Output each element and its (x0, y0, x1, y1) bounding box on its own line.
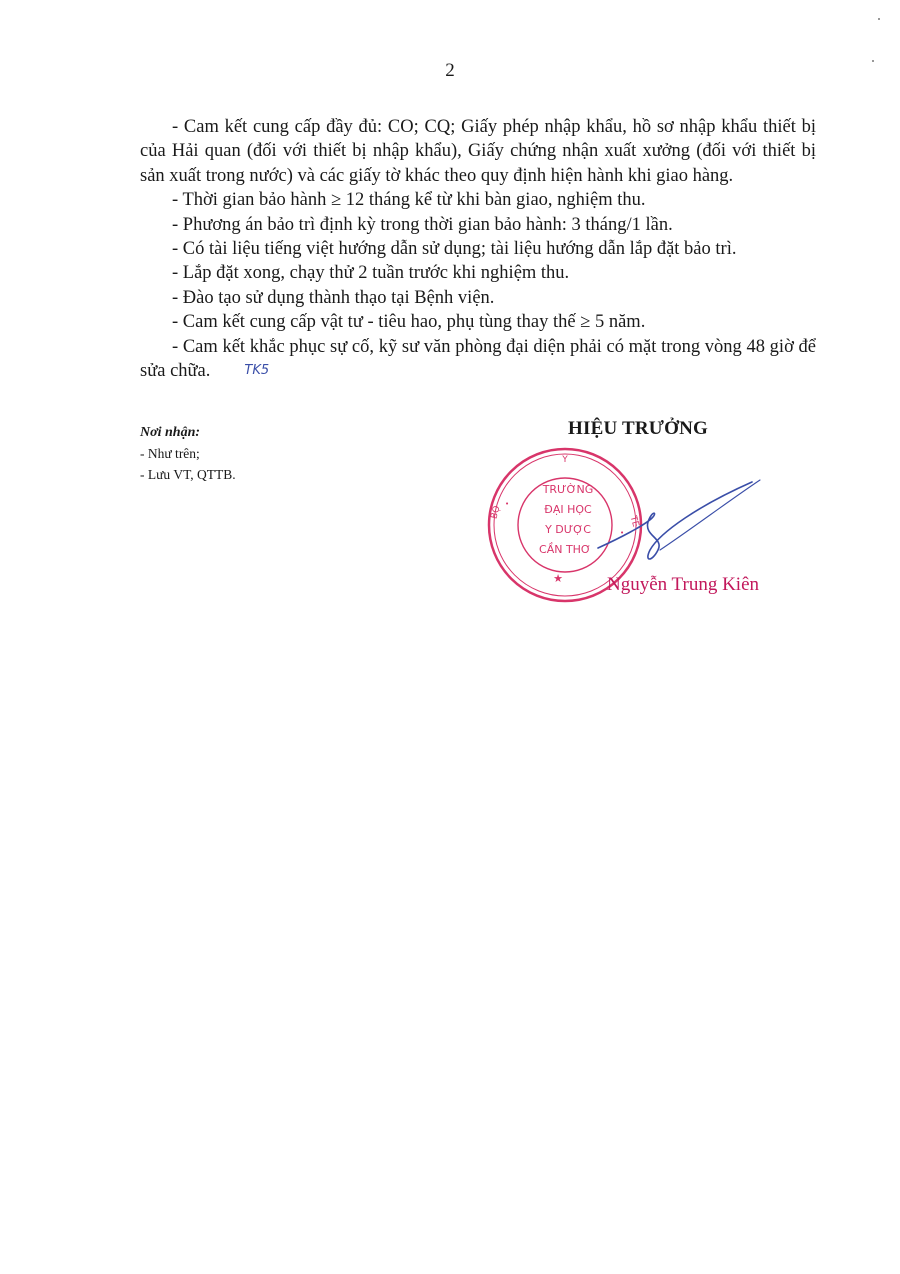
document-body (140, 115, 816, 383)
handwritten-initials: TK5 (244, 363, 270, 379)
item-training: - Đào tạo sử dụng thành thạo tại Bệnh viện. (172, 287, 495, 308)
recipient-line: - Như trên; (140, 446, 200, 461)
seal-top-text: Y (562, 455, 568, 465)
scan-speck (872, 60, 874, 62)
page-number: 2 (445, 60, 455, 81)
signer-title: HIỆU TRƯỞNG (568, 418, 708, 439)
seal-line: ĐẠI HỌC (544, 503, 592, 516)
recipient-line: - Lưu VT, QTTB. (140, 467, 236, 482)
item-installation: - Lắp đặt xong, chạy thử 2 tuần trước khi nghiệm thu. (172, 263, 570, 284)
scan-speck (878, 18, 880, 20)
paragraph-documents-commitment: - Cam kết cung cấp đầy đủ: CO; CQ; Giấy phép nhập khẩu, hồ sơ nhập khẩu thiết bị của Hải quan (đối với thiết bị nhập khẩu), Giấy chứng nhận xuất xưởng (đối với thiết bị sản xuất trong nước) và các giấy tờ khác theo quy định hiện hành khi giao hàng. (140, 117, 816, 186)
seal-line: CẦN THƠ (539, 543, 591, 556)
seal-left-text: BỘ (489, 504, 503, 521)
signature-stroke (598, 482, 752, 559)
seal-dot-icon: • (505, 500, 510, 508)
paragraph-repair-commitment (140, 335, 816, 384)
signature-stroke (660, 480, 760, 550)
item-maintenance-plan: - Phương án bảo trì định kỳ trong thời gian bảo hành: 3 tháng/1 lần. (172, 214, 673, 235)
item-warranty: - Thời gian bảo hành ≥ 12 tháng kể từ khi bàn giao, nghiệm thu. (172, 190, 646, 211)
signer-name: Nguyễn Trung Kiên (607, 574, 760, 595)
seal-right-text: TẾ (627, 514, 641, 529)
seal-line: TRƯỜNG (542, 483, 594, 496)
repair-commitment-text: - Cam kết khắc phục sự cố, kỹ sư văn phòng đại diện phải có mặt trong vòng 48 giờ để sửa chữa. (140, 336, 816, 382)
item-supplies: - Cam kết cung cấp vật tư - tiêu hao, phụ tùng thay thế ≥ 5 năm. (172, 312, 646, 333)
signature-strokes (560, 470, 770, 590)
handwritten-signature (560, 470, 770, 590)
recipients-title: Nơi nhận: (140, 425, 201, 440)
seal-star-icon: ★ (553, 572, 563, 585)
item-manuals: - Có tài liệu tiếng việt hướng dẫn sử dụng; tài liệu hướng dẫn lắp đặt bảo trì. (172, 239, 737, 260)
seal-line: Y DƯỢC (545, 523, 591, 536)
seal-dot-icon: • (620, 529, 625, 537)
